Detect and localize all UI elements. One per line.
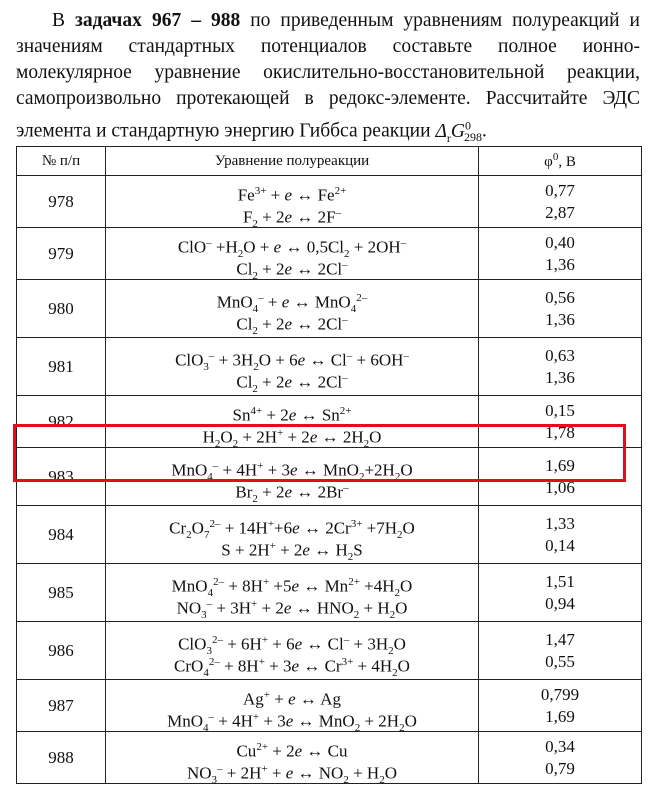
header-potential: $\varphi^0$, В [479,147,642,176]
half-reaction-cell: $ClO^- +H_2O + e$ ↔ $0,5Cl_2 + 2OH^-$ $Cl_2 + 2e$ ↔ 2Cl– [106,228,479,280]
potential-cell: 1,69 1,06 [479,448,642,506]
potential-cell: 0,56 1,36 [479,280,642,338]
half-reactions-table [16,146,642,784]
half-reaction-cell: MnO$_4$– + 4H+ + 3e ↔ $MnO_2+2H_2O$ $Br_2 + 2e$ ↔ 2Br– [106,448,479,506]
row-number: 981 [17,338,106,396]
potential-cell: 0,63 1,36 [479,338,642,396]
row-number: 986 [17,622,106,680]
half-reaction-cell: $Fe^{3+} + e$ ↔ $Fe^{2+}$ $F_2 + 2e$ ↔ 2F– [106,176,479,228]
table-row [17,176,642,228]
table-row [17,732,642,784]
row-number: 987 [17,680,106,732]
task-intro-paragraph: В задачах 967 – 988 по приведенным уравнениям полуреакций и значениям стандартных потенциалов составьте полное ионно-молекулярное уравнение окислительно-восстановительной реакции, самопроизвольно протекающей в редокс-элементе. Рассчитайте ЭДС элемента и стандартную энергию Гиббса реакции $\Delta_rG^0_{298}$. [16,10,640,145]
intro-lead: В [52,10,76,31]
row-number: 984 [17,506,106,564]
potential-cell: 0,799 1,69 [479,680,642,732]
intro-text: по приведенным уравнениям полуреакций и значениям стандартных потенциалов составьте полное ионно-молекулярное уравнение окислительно-восстановительной реакции, самопроизвольно протекающей в редокс-элементе. Рассчитайте ЭДС элемента и стандартную энергию Гиббса реакции [16,10,640,142]
potential-cell: 1,33 0,14 [479,506,642,564]
row-number: 988 [17,732,106,784]
table-row [17,680,642,732]
potential-cell: 0,77 2,87 [479,176,642,228]
half-reaction-cell: ClO$_3^{2-}$ + 6H+ + 6e ↔ $Cl^- + 3H_2O$ CrO$_4^{2-}$ + 8H+ + 3e ↔ $Cr^{3+} + 4H_2O$ [106,622,479,680]
row-number: 979 [17,228,106,280]
half-reaction-cell: MnO$_4^{2-}$ + 8H+ +5e ↔ $Mn^{2+} +4H_2O$ $NO_3^- + 3H^+ + 2e$ ↔ $HNO_2 + H_2O$ [106,564,479,622]
table-row [17,622,642,680]
potential-cell: 0,34 0,79 [479,732,642,784]
row-number: 980 [17,280,106,338]
potential-cell: 0,40 1,36 [479,228,642,280]
table-row-highlighted [17,448,642,506]
table-row [17,564,642,622]
table-row [17,338,642,396]
intro-task-range: задачах 967 – 988 [75,10,241,31]
row-number: 978 [17,176,106,228]
row-number: 982 [17,396,106,448]
potential-cell: 1,51 0,94 [479,564,642,622]
half-reaction-cell: $Cu^{2+} + 2e$ ↔ Cu $NO_3^- + 2H^+ + e$ ↔ $NO_2 + H_2O$ [106,732,479,784]
gibbs-symbol: $\Delta_rG^0_{298}$ [435,118,482,145]
half-reaction-cell: Ag+ + e ↔ Ag MnO$_4$– + 4H+ + 3e ↔ $MnO_2 + 2H_2O$ [106,680,479,732]
header-number: № п/п [17,147,106,176]
half-reaction-cell: $Sn^{4+} + 2e$ ↔ $Sn^{2+}$ $H_2O_2 + 2H^+ + 2e$ ↔ $2H_2O$ [106,396,479,448]
table-row [17,396,642,448]
row-number: 985 [17,564,106,622]
header-equation: Уравнение полуреакции [106,147,479,176]
potential-cell: 1,47 0,55 [479,622,642,680]
table-row [17,280,642,338]
half-reaction-cell: MnO$_4$– + e ↔ MnO$_4^{2-}$ $Cl_2 + 2e$ ↔ 2Cl– [106,280,479,338]
table-row [17,228,642,280]
half-reaction-cell: $Cr_2O_7^{2-} + 14H^++6e$ ↔ $2Cr^{3+} +7H_2O$ S + 2H+ + 2e ↔ $H_2S$ [106,506,479,564]
potential-cell: 0,15 1,78 [479,396,642,448]
table-row [17,506,642,564]
row-number: 983 [17,448,106,506]
half-reaction-cell: $ClO_3^- + 3H_2O + 6e$ ↔ Cl– + 6OH– $Cl_2 + 2e$ ↔ 2Cl– [106,338,479,396]
